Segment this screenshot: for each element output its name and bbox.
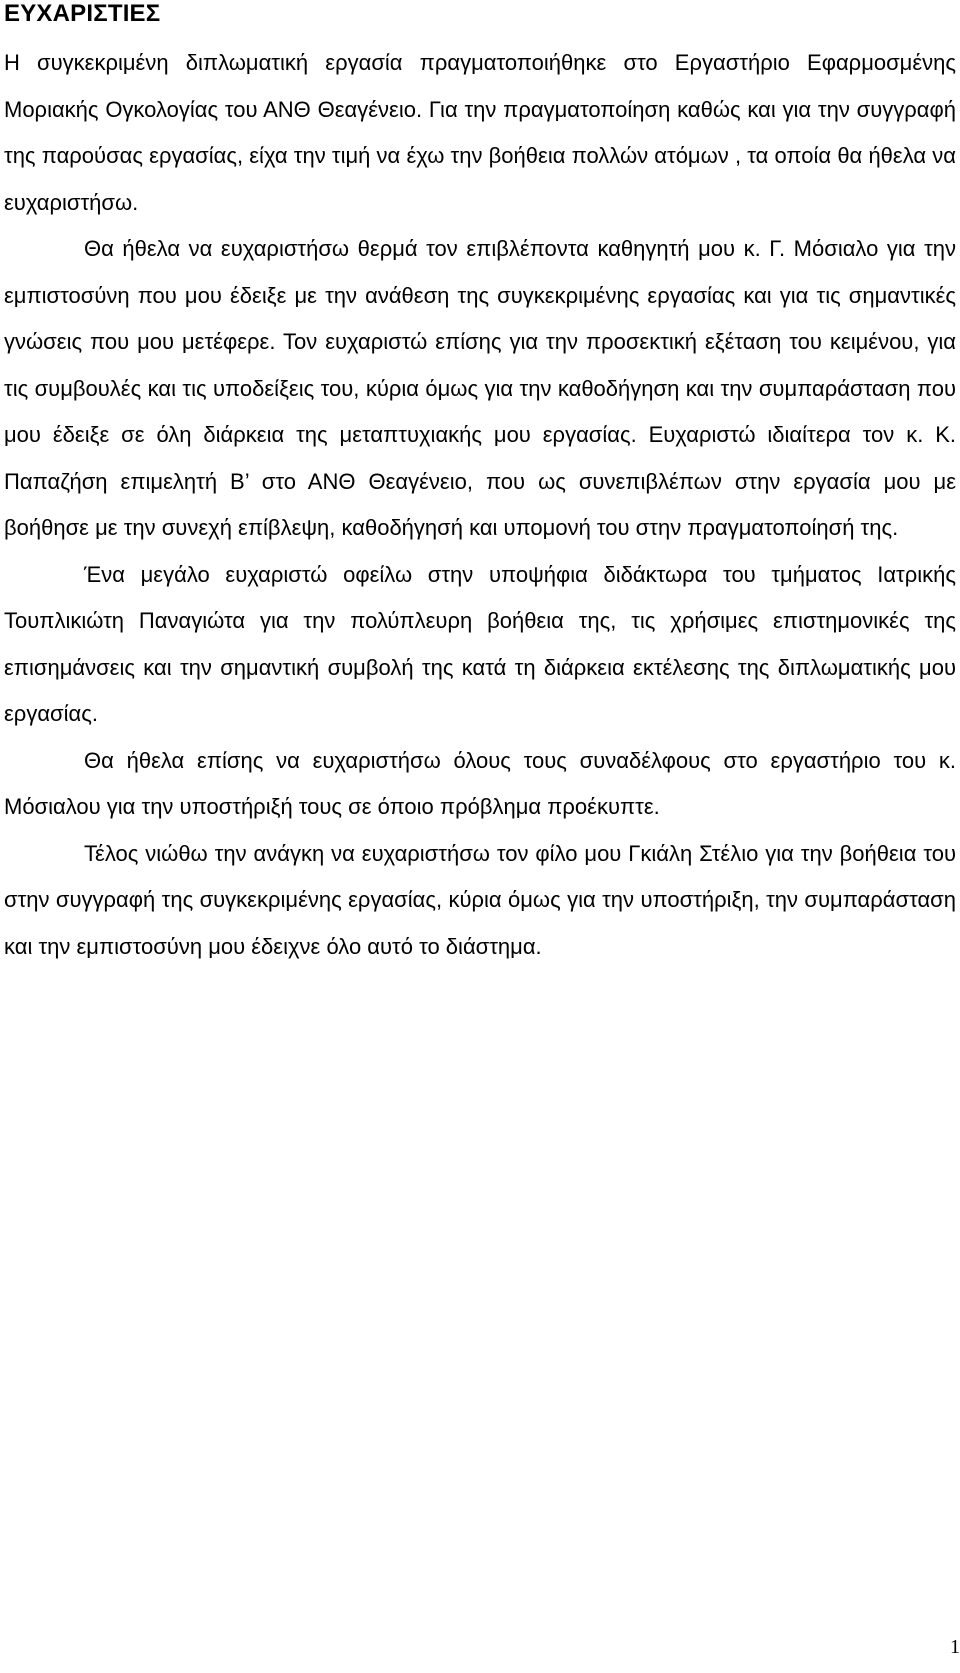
paragraph-intro: Η συγκεκριμένη διπλωματική εργασία πραγματοποιήθηκε στο Εργαστήριο Εφαρμοσμένης Μοριακής Ογκολογίας του ΑΝΘ Θεαγένειο. Για την πραγματοποίηση καθώς και για την συγγραφή της παρούσας εργασίας, είχα την τιμή να έχω την βοήθεια πολλών ατόμων , τα οποία θα ήθελα να ευχαριστήσω. (4, 50, 956, 215)
paragraph-supervisor: Θα ήθελα να ευχαριστήσω θερμά τον επιβλέποντα καθηγητή μου κ. Γ. Μόσιαλο για την εμπιστοσύνη που μου έδειξε με την ανάθεση της συγκεκριμένης εργασίας και για τις σημαντικές γνώσεις που μου μετέφερε. Τον ευχαριστώ επίσης για την προσεκτική εξέταση του κειμένου, για τις συμβουλές και τις υποδείξεις του, κύρια όμως για την καθοδήγηση και την συμπαράσταση που μου έδειξε σε όλη διάρκεια της μεταπτυχιακής μου εργασίας. Ευχαριστώ ιδιαίτερα τον κ. Κ. Παπαζήση επιμελητή Β’ στο ΑΝΘ Θεαγένειο, που ως συνεπιβλέπων στην εργασία μου με βοήθησε με την συνεχή επίβλεψη, καθοδήγησή και υπομονή του στην πραγματοποίησή της. (4, 236, 956, 540)
paragraph-phd-candidate: Ένα μεγάλο ευχαριστώ οφείλω στην υποψήφια διδάκτωρα του τμήματος Ιατρικής Τουπλικιώτη Παναγιώτα για την πολύπλευρη βοήθεια της, τις χρήσιμες επιστημονικές της επισημάνσεις και την σημαντική συμβολή της κατά τη διάρκεια εκτέλεσης της διπλωματικής μου εργασίας. (4, 561, 956, 726)
page-number: 1 (950, 1636, 960, 1658)
paragraph-colleagues: Θα ήθελα επίσης να ευχαριστήσω όλους τους συναδέλφους στο εργαστήριο του κ. Μόσιαλου για την υποστήριξή τους σε όποιο πρόβλημα προέκυπτε. (4, 747, 956, 819)
acknowledgements-body (4, 40, 956, 970)
page-title: ΕΥΧΑΡΙΣΤΙΕΣ (4, 0, 161, 27)
paragraph-friend: Τέλος νιώθω την ανάγκη να ευχαριστήσω τον φίλο μου Γκιάλη Στέλιο για την βοήθεια του στην συγγραφή της συγκεκριμένης εργασίας, κύρια όμως για την υποστήριξη, την συμπαράσταση και την εμπιστοσύνη μου έδειχνε όλο αυτό το διάστημα. (4, 840, 956, 959)
